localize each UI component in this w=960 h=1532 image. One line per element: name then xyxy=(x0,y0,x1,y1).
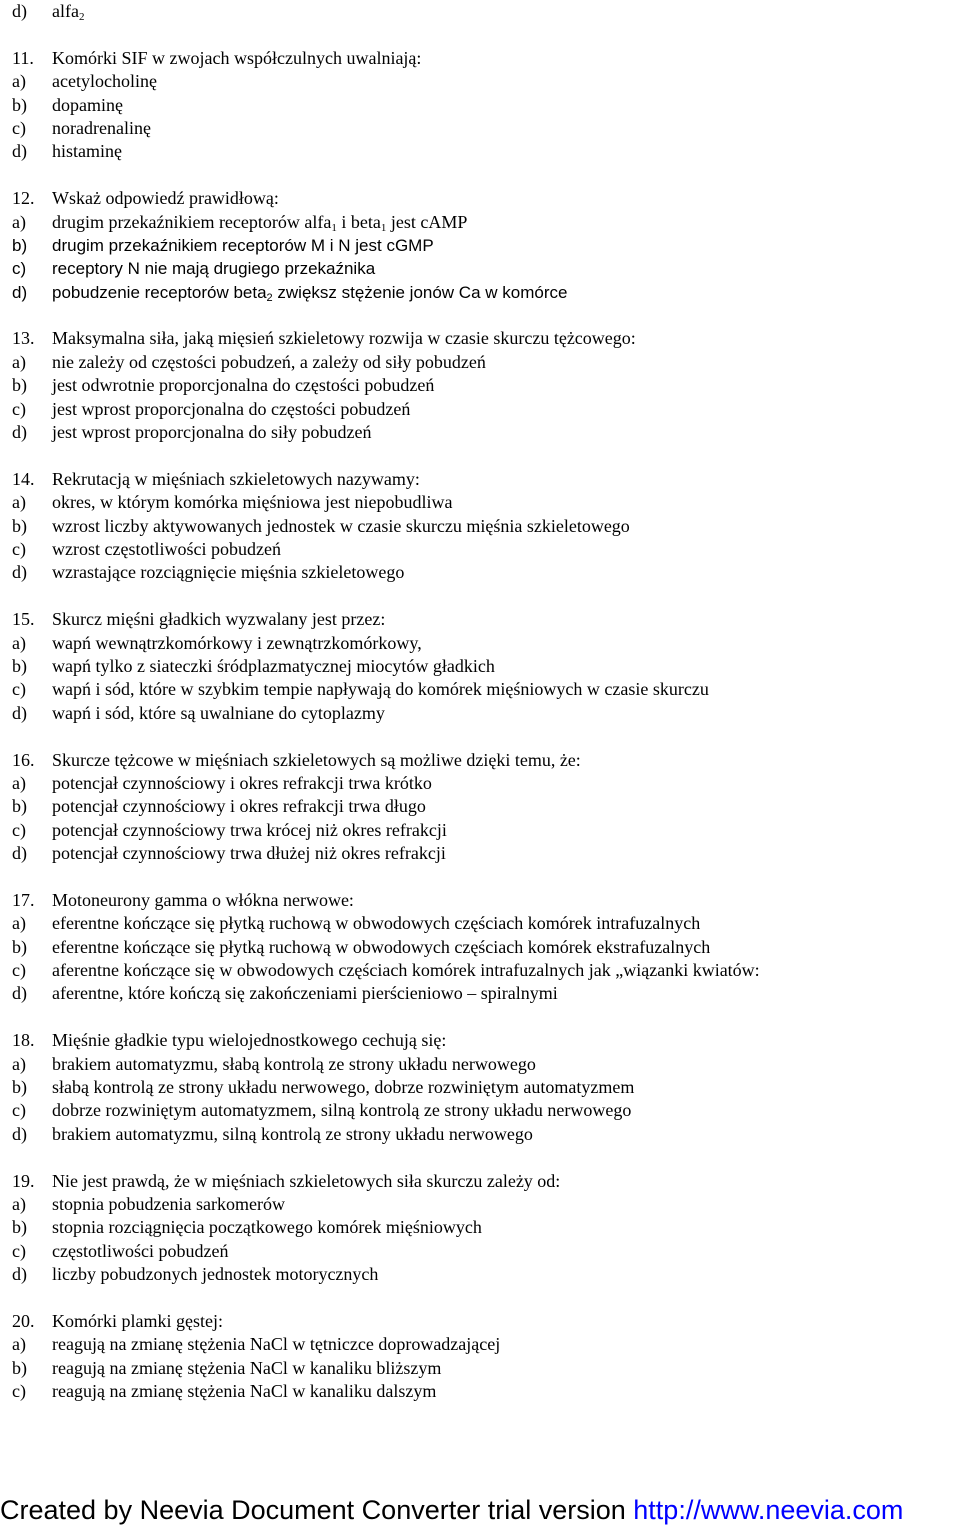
q14-option-b: b) wzrost liczby aktywowanych jednostek w czasie skurczu mięśnia szkieletowego xyxy=(12,515,630,536)
q12-option-c: c) receptory N nie mają drugiego przekaźnika xyxy=(12,259,376,279)
q15-option-a: a) wapń wewnątrzkomórkowy i zewnątrzkomórkowy, xyxy=(12,632,422,653)
q11-option-c: c) noradrenalinę xyxy=(12,117,151,138)
q17-option-b: b) eferentne kończące się płytką ruchową w obwodowych częściach komórek ekstrafuzalnych xyxy=(12,936,711,957)
q19-option-b: b) stopnia rozciągnięcia początkowego komórek mięśniowych xyxy=(12,1217,482,1238)
q12-option-d: d) pobudzenie receptorów beta$_2$ zwiększ stężenie jonów Ca w komórce xyxy=(12,282,568,304)
q16-option-d: d) potencjał czynnościowy trwa dłużej niż okres refrakcji xyxy=(12,843,446,864)
answer-d-top: d) alfa$_2$ xyxy=(12,1,85,23)
q13-option-c: c) jest wprost proporcjonalna do częstości pobudzeń xyxy=(12,398,411,419)
q15-option-d: d) wapń i sód, które są uwalniane do cytoplazmy xyxy=(12,702,385,723)
q17-option-c: c) aferentne kończące się w obwodowych częściach komórek intrafuzalnych jak „wiązanki kwiatów: xyxy=(12,960,760,981)
q18-option-b: b) słabą kontrolą ze strony układu nerwowego, dobrze rozwiniętym automatyzmem xyxy=(12,1076,635,1097)
q18-option-d: d) brakiem automatyzmu, silną kontrolą ze strony układu nerwowego xyxy=(12,1123,533,1144)
q16-option-a: a) potencjał czynnościowy i okres refrakcji trwa krótko xyxy=(12,772,432,793)
question-20: 20. Komórki plamki gęstej: xyxy=(12,1310,223,1331)
q13-option-a: a) nie zależy od częstości pobudzeń, a zależy od siły pobudzeń xyxy=(12,351,486,372)
q17-option-a: a) eferentne kończące się płytką ruchową w obwodowych częściach komórek intrafuzalnych xyxy=(12,913,701,934)
q20-option-c: c) reagują na zmianę stężenia NaCl w kanaliku dalszym xyxy=(12,1381,437,1402)
q14-option-c: c) wzrost częstotliwości pobudzeń xyxy=(12,538,281,559)
question-12: 12. Wskaż odpowiedź prawidłową: xyxy=(12,188,279,209)
q16-option-b: b) potencjał czynnościowy i okres refrakcji trwa długo xyxy=(12,796,426,817)
q18-option-a: a) brakiem automatyzmu, słabą kontrolą ze strony układu nerwowego xyxy=(12,1053,536,1074)
converter-watermark xyxy=(0,1492,960,1528)
q19-option-a: a) stopnia pobudzenia sarkomerów xyxy=(12,1193,285,1214)
q19-option-c: c) częstotliwości pobudzeń xyxy=(12,1240,229,1261)
q20-option-b: b) reagują na zmianę stężenia NaCl w kanaliku bliższym xyxy=(12,1357,442,1378)
q13-option-b: b) jest odwrotnie proporcjonalna do częstości pobudzeń xyxy=(12,375,435,396)
question-18: 18. Mięśnie gładkie typu wielojednostkowego cechują się: xyxy=(12,1030,447,1051)
q13-option-d: d) jest wprost proporcjonalna do siły pobudzeń xyxy=(12,422,372,443)
q12-option-a: a) drugim przekaźnikiem receptorów alfa$_1$ i beta$_1$ jest cAMP xyxy=(12,211,468,234)
q17-option-d: d) aferentne, które kończą się zakończeniami pierścieniowo – spiralnymi xyxy=(12,983,558,1004)
question-16: 16. Skurcze tężcowe w mięśniach szkieletowych są możliwe dzięki temu, że: xyxy=(12,749,581,770)
q11-option-d: d) histaminę xyxy=(12,141,122,162)
q11-option-a: a) acetylocholinę xyxy=(12,71,157,92)
question-19: 19. Nie jest prawdą, że w mięśniach szkieletowych siła skurczu zależy od: xyxy=(12,1170,561,1191)
q20-option-a: a) reagują na zmianę stężenia NaCl w tętniczce doprowadzającej xyxy=(12,1334,501,1355)
q15-option-c: c) wapń i sód, które w szybkim tempie napływają do komórek mięśniowych w czasie skurczu xyxy=(12,679,709,700)
document-page xyxy=(12,0,952,1403)
q11-option-b: b) dopaminę xyxy=(12,94,123,115)
q14-option-d: d) wzrastające rozciągnięcie mięśnia szkieletowego xyxy=(12,562,405,583)
watermark-text: Created by Neevia Document Converter trial version xyxy=(0,1495,634,1525)
watermark-link[interactable]: http://www.neevia.com xyxy=(633,1495,904,1525)
q19-option-d: d) liczby pobudzonych jednostek motorycznych xyxy=(12,1264,379,1285)
q18-option-c: c) dobrze rozwiniętym automatyzmem, silną kontrolą ze strony układu nerwowego xyxy=(12,1100,632,1121)
q15-option-b: b) wapń tylko z siateczki śródplazmatycznej miocytów gładkich xyxy=(12,655,495,676)
question-11: 11. Komórki SIF w zwojach współczulnych uwalniają: xyxy=(12,47,422,68)
question-15: 15. Skurcz mięśni gładkich wyzwalany jest przez: xyxy=(12,609,386,630)
question-17: 17. Motoneurony gamma o włókna nerwowe: xyxy=(12,889,354,910)
q14-option-a: a) okres, w którym komórka mięśniowa jest niepobudliwa xyxy=(12,492,453,513)
q12-option-b: b) drugim przekaźnikiem receptorów M i N jest cGMP xyxy=(12,235,434,255)
question-14: 14. Rekrutacją w mięśniach szkieletowych nazywamy: xyxy=(12,468,420,489)
q16-option-c: c) potencjał czynnościowy trwa krócej niż okres refrakcji xyxy=(12,819,447,840)
question-13: 13. Maksymalna siła, jaką mięsień szkieletowy rozwija w czasie skurczu tężcowego: xyxy=(12,328,636,349)
